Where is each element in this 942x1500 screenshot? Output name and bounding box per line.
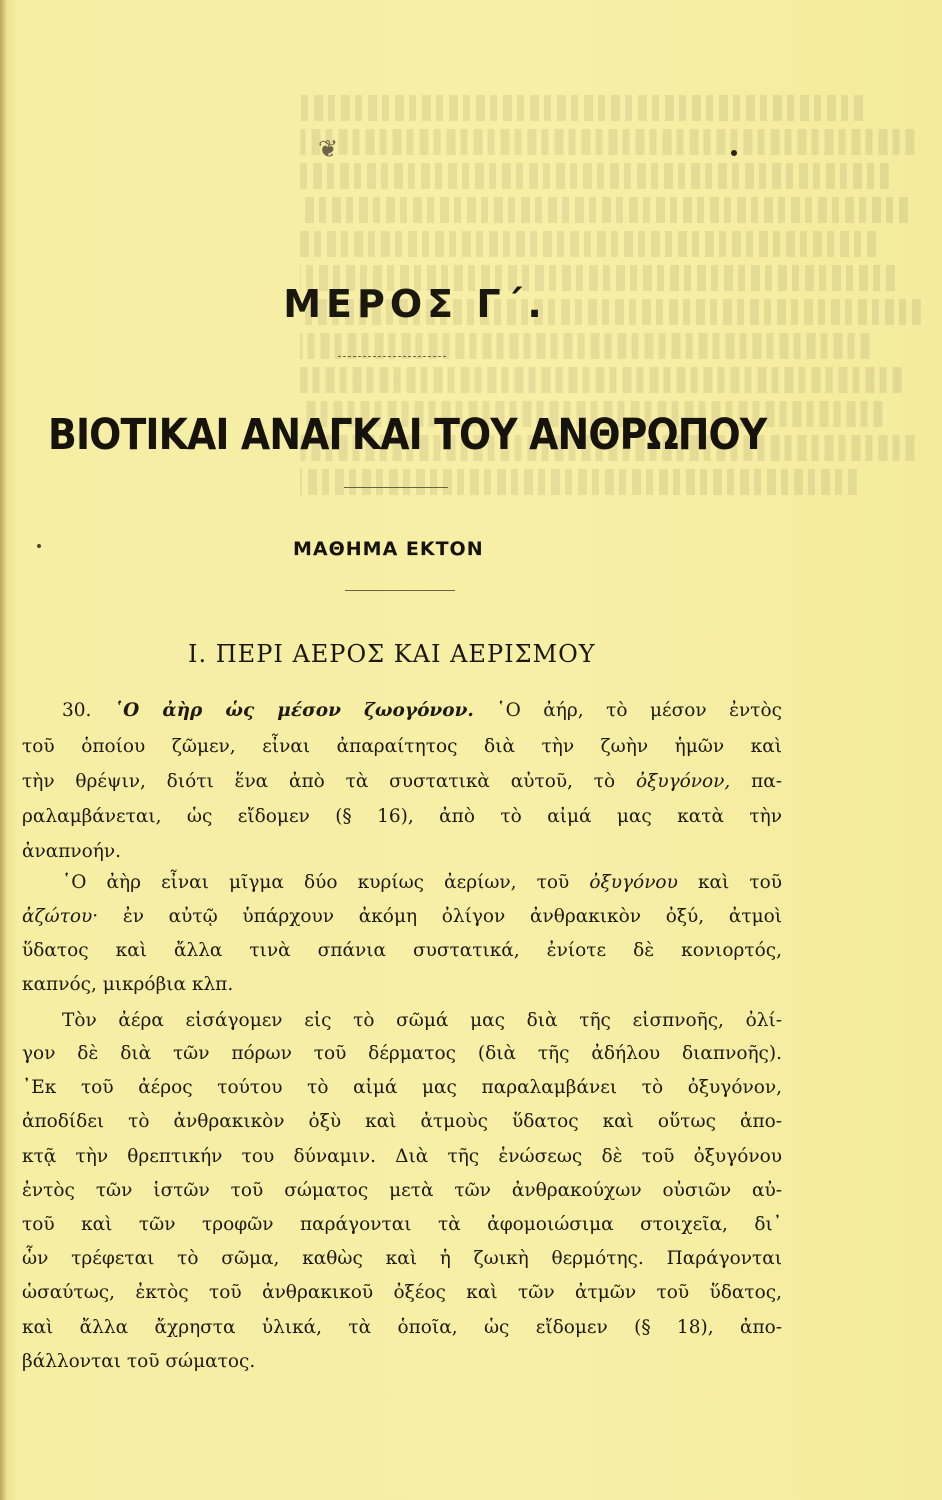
text-line: ἐντὸς τῶν ἱστῶν τοῦ σώματος μετὰ τῶν ἀνθρακούχων οὐσιῶν αὐ- xyxy=(22,1180,782,1201)
text-line: γον δὲ διὰ τῶν πόρων τοῦ δέρματος (διὰ τῆς ἀδήλου διαπνοῆς). xyxy=(22,1043,782,1064)
text-fragment: πα- xyxy=(751,771,783,792)
text-line: τοῦ καὶ τῶν τροφῶν παράγονται τὰ ἀφομοιώσιμα στοιχεῖα, δι᾿ xyxy=(22,1214,782,1235)
italic-term: ἀζώτου· xyxy=(22,906,99,927)
text-fragment: ῾Ο ἀὴρ εἶναι μῖγμα δύο κυρίως ἀερίων, τοῦ xyxy=(62,872,570,893)
text-line: κτᾷ τὴν θρεπτικήν του δύναμιν. Διὰ τῆς ἑνώσεως δὲ τοῦ ὀξυγόνου xyxy=(22,1146,782,1167)
margin-dot xyxy=(37,544,41,548)
fleuron-ornament: ❦ xyxy=(318,135,339,163)
text-line: ὕδατος καὶ ἄλλα τινὰ σπάνια συστατικά, ἐνίοτε δὲ κονιορτός, xyxy=(22,940,782,961)
text-line: ὡσαύτως, ἐκτὸς τοῦ ἀνθρακικοῦ ὀξέος καὶ τῶν ἀτμῶν τοῦ ὕδατος, xyxy=(22,1282,782,1303)
ink-dot xyxy=(731,150,737,156)
text-fragment: τὴν θρέψιν, διότι ἕνα ἀπὸ τὰ συστατικὰ αὐτοῦ, τὸ xyxy=(22,771,616,792)
text-line: καπνός, μικρόβια κλπ. xyxy=(22,974,234,995)
text-line xyxy=(22,771,782,792)
text-line: ἀποδίδει τὸ ἀνθρακικὸν ὀξὺ καὶ ἀτμοὺς ὕδατος καὶ οὕτως ἀπο- xyxy=(22,1111,782,1132)
text-line: ὧν τρέφεται τὸ σῶμα, καθὼς καὶ ἡ ζωικὴ θερμότης. Παράγονται xyxy=(22,1248,782,1269)
divider-rule-3 xyxy=(345,590,455,591)
divider-rule-2 xyxy=(344,487,448,488)
paragraph-number: 30. xyxy=(62,700,92,721)
section-title: I. ΠΕΡΙ ΑΕΡΟΣ ΚΑΙ ΑΕΡΙΣΜΟΥ xyxy=(188,640,596,668)
paragraph-heading: ῾Ο ἀὴρ ὡς μέσον ζωογόνον. xyxy=(113,700,474,721)
text-line: καὶ ἄλλα ἄχρηστα ὑλικά, τὰ ὁποῖα, ὡς εἴδομεν (§ 18), ἀπο- xyxy=(22,1317,782,1338)
text-line: βάλλονται τοῦ σώματος. xyxy=(22,1351,256,1372)
text-line: Τὸν ἀέρα εἰσάγομεν εἰς τὸ σῶμά μας διὰ τῆς εἰσπνοῆς, ὀλί- xyxy=(62,1010,782,1031)
italic-term: ὀξυγόνου xyxy=(589,872,678,893)
text-line: ᾿Εκ τοῦ ἀέρος τούτου τὸ αἰμά μας παραλαμβάνει τὸ ὀξυγόνον, xyxy=(22,1077,782,1098)
text-line: ἀναπνοήν. xyxy=(22,841,121,862)
text-fragment: ῾Ο ἀήρ, τὸ μέσον ἐντὸς xyxy=(496,700,782,721)
text-line xyxy=(62,872,782,893)
text-line: τοῦ ὁποίου ζῶμεν, εἶναι ἀπαραίτητος διὰ τὴν ζωὴν ἡμῶν καὶ xyxy=(22,736,782,757)
text-line xyxy=(62,700,782,721)
part-title: ΜΕΡΟΣ Γ΄. xyxy=(283,282,547,326)
page-edge-shadow xyxy=(0,0,6,1500)
text-fragment: ἐν αὐτῷ ὑπάρχουν ἀκόμη ὀλίγον ἀνθρακικὸν ὀξύ, ἀτμοὶ xyxy=(122,906,782,927)
text-fragment: καὶ τοῦ xyxy=(697,872,782,893)
chapter-title: ΒΙΟΤΙΚΑΙ ΑΝΑΓΚΑΙ ΤΟΥ ΑΝΘΡΩΠΟΥ xyxy=(48,410,767,460)
text-line xyxy=(22,906,782,927)
text-line: ραλαμβάνεται, ὡς εἴδομεν (§ 16), ἀπὸ τὸ αἰμά μας κατὰ τὴν xyxy=(22,806,782,827)
divider-rule-1 xyxy=(338,356,446,357)
italic-term: ὀξυγόνον, xyxy=(636,771,731,792)
lesson-title: ΜΑΘΗΜΑ ΕΚΤΟΝ xyxy=(293,538,484,560)
